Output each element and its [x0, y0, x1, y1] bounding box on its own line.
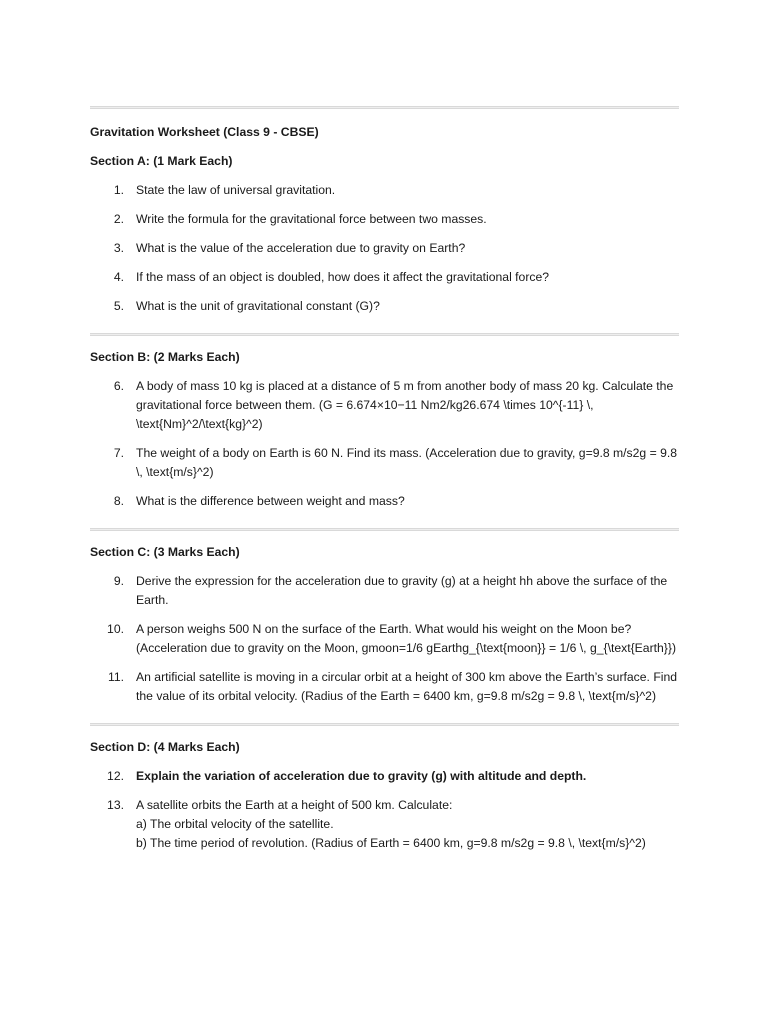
section-d-questions	[90, 767, 679, 853]
section-b-title: Section B: (2 Marks Each)	[90, 350, 240, 364]
question-number: 10.	[107, 622, 124, 636]
question-text: If the mass of an object is doubled, how does it affect the gravitational force?	[136, 270, 550, 284]
question-number: 8.	[113, 494, 124, 508]
question-number: 1.	[113, 183, 124, 197]
question-number: 6.	[113, 379, 124, 393]
question-number: 13.	[107, 798, 124, 812]
section-a-questions	[90, 181, 679, 316]
question-item	[90, 297, 679, 316]
question-text: What is the value of the acceleration due to gravity on Earth?	[136, 241, 466, 255]
section-b-questions	[90, 377, 679, 511]
question-text: Derive the expression for the acceleration due to gravity (g) at a height hh above the surface of the Earth.	[136, 574, 668, 607]
question-text: The weight of a body on Earth is 60 N. Find its mass. (Acceleration due to gravity, g=9.8 m/s2g = 9.8 \, \text{m/s}^2)	[136, 446, 678, 479]
question-item	[90, 767, 679, 786]
question-number: 9.	[113, 574, 124, 588]
question-item	[90, 572, 679, 610]
question-text: A satellite orbits the Earth at a height of 500 km. Calculate:	[136, 798, 453, 812]
question-number: 7.	[113, 446, 124, 460]
worksheet-title: Gravitation Worksheet (Class 9 - CBSE)	[90, 125, 319, 139]
question-number: 4.	[113, 270, 124, 284]
question-item	[90, 492, 679, 511]
question-text: What is the difference between weight and mass?	[136, 494, 405, 508]
question-item	[90, 239, 679, 258]
section-a-title: Section A: (1 Mark Each)	[90, 154, 233, 168]
question-item	[90, 210, 679, 229]
sub-question: a) The orbital velocity of the satellite.	[136, 817, 334, 831]
horizontal-rule	[90, 333, 679, 336]
section-c-questions	[90, 572, 679, 706]
question-number: 2.	[113, 212, 124, 226]
section-d-title: Section D: (4 Marks Each)	[90, 740, 240, 754]
question-item	[90, 668, 679, 706]
question-number: 3.	[113, 241, 124, 255]
horizontal-rule	[90, 528, 679, 531]
horizontal-rule	[90, 106, 679, 109]
question-text: A person weighs 500 N on the surface of the Earth. What would his weight on the Moon be? (Acceleration due to gravity on the Moon, gmoon=1/6 gEarthg_{\text{moon}} = 1/6 \, g_{\text{Earth}})	[136, 622, 676, 655]
question-item	[90, 444, 679, 482]
question-item	[90, 620, 679, 658]
question-item	[90, 377, 679, 434]
question-number: 12.	[107, 769, 124, 783]
question-item	[90, 268, 679, 287]
horizontal-rule	[90, 723, 679, 726]
question-text: Write the formula for the gravitational force between two masses.	[136, 212, 487, 226]
question-item	[90, 796, 679, 853]
question-text: State the law of universal gravitation.	[136, 183, 336, 197]
worksheet-page	[90, 106, 679, 853]
question-text: An artificial satellite is moving in a circular orbit at a height of 300 km above the Earth’s surface. Find the value of its orbital velocity. (Radius of the Earth = 6400 km, g=9.8 m/s2g = 9.8 \, \text{m/s}^2)	[136, 670, 678, 703]
question-item	[90, 181, 679, 200]
question-text: A body of mass 10 kg is placed at a distance of 5 m from another body of mass 20 kg. Calculate the gravitational force between them. (G = 6.674×10−11 Nm2/kg26.674 \times 10^{-11} \, \text{Nm}^2/\text{kg}^2)	[136, 379, 674, 431]
question-text: Explain the variation of acceleration due to gravity (g) with altitude and depth.	[136, 769, 587, 783]
question-number: 11.	[107, 670, 124, 684]
sub-question: b) The time period of revolution. (Radius of Earth = 6400 km, g=9.8 m/s2g = 9.8 \, \text{m/s}^2)	[136, 836, 646, 850]
question-number: 5.	[113, 299, 124, 313]
section-c-title: Section C: (3 Marks Each)	[90, 545, 240, 559]
question-text: What is the unit of gravitational constant (G)?	[136, 299, 380, 313]
